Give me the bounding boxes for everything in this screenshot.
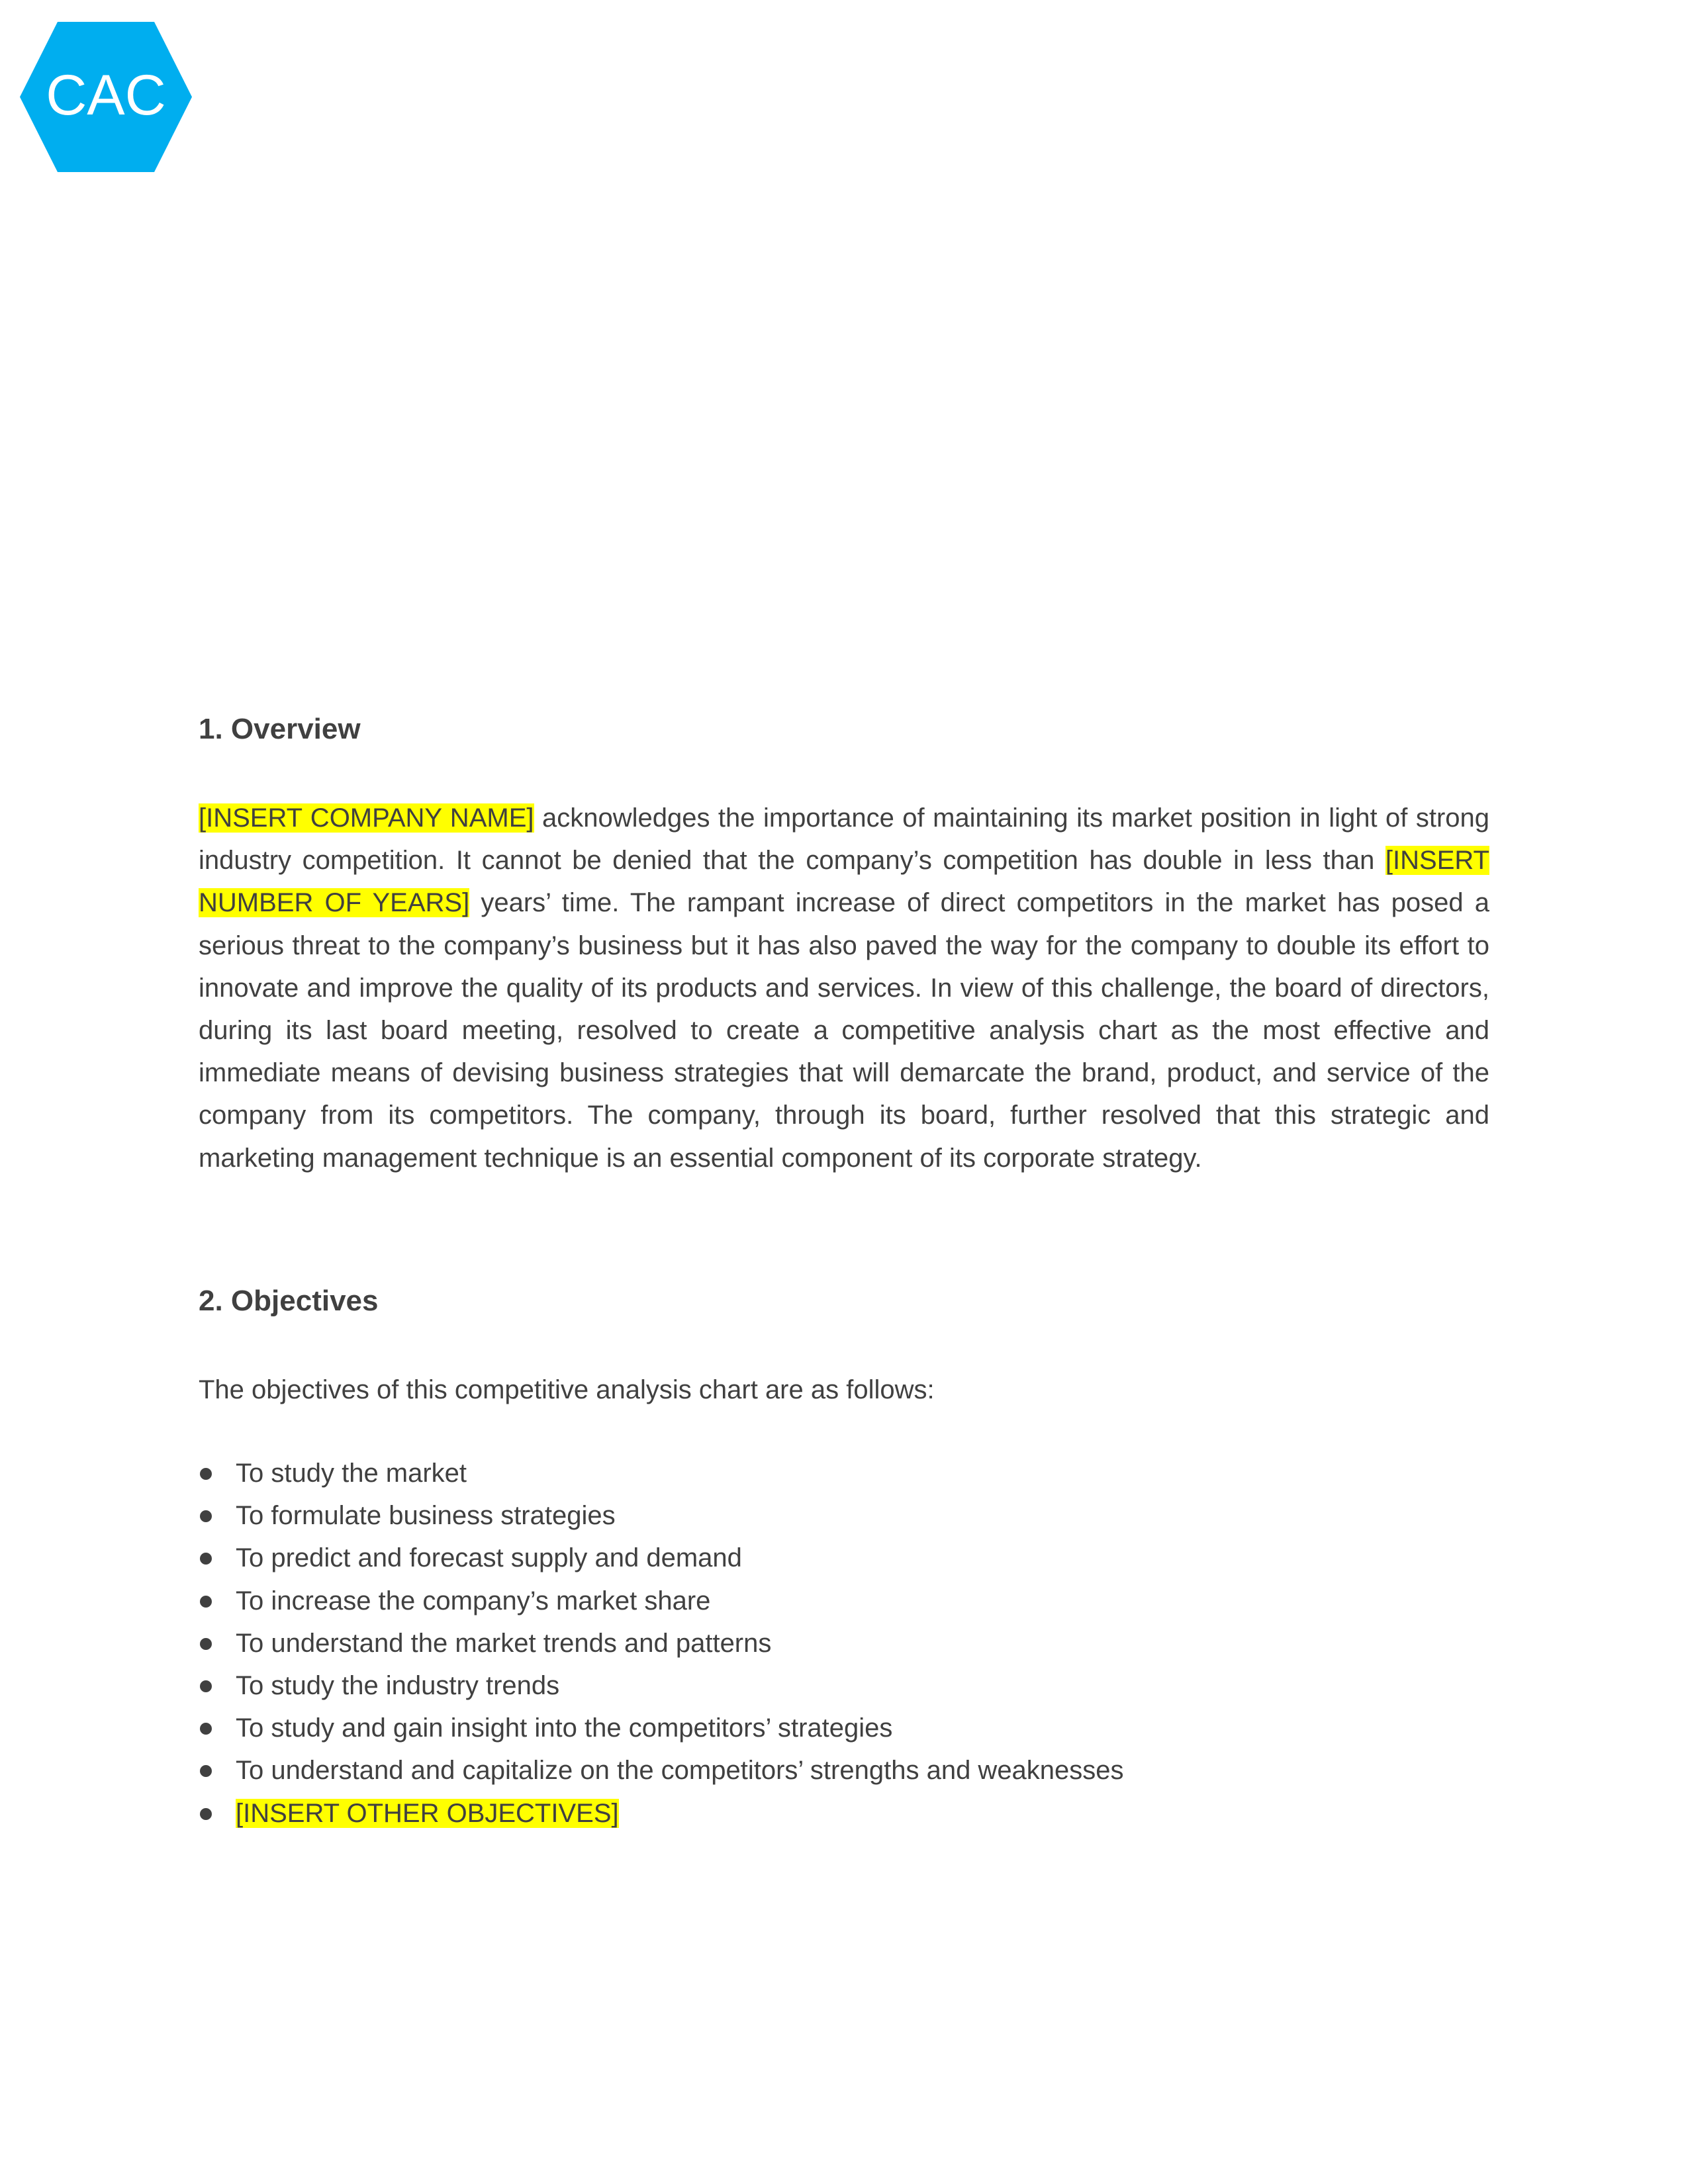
list-item-text: To study the industry trends <box>236 1671 560 1701</box>
bullet-icon <box>200 1553 212 1565</box>
bullet-icon <box>200 1468 212 1480</box>
document-body <box>199 708 1489 1835</box>
list-item <box>199 1749 1489 1792</box>
list-item <box>199 1537 1489 1579</box>
list-item-text: To study and gain insight into the competitors’ strategies <box>236 1713 893 1743</box>
other-objectives-placeholder: [INSERT OTHER OBJECTIVES] <box>236 1798 619 1828</box>
list-item-text: To formulate business strategies <box>236 1501 616 1531</box>
overview-heading: 1. Overview <box>199 713 361 745</box>
list-item <box>199 1622 1489 1664</box>
list-item <box>199 1494 1489 1537</box>
bullet-icon <box>200 1680 212 1692</box>
overview-paragraph <box>199 797 1489 1179</box>
list-item-text: To predict and forecast supply and demand <box>236 1543 742 1573</box>
hexagon-logo-icon <box>20 22 192 172</box>
objectives-list <box>199 1452 1489 1835</box>
bullet-icon <box>200 1808 212 1820</box>
list-item-text: To study the market <box>236 1459 467 1488</box>
bullet-icon <box>200 1638 212 1650</box>
objectives-intro: The objectives of this competitive analysis chart are as follows: <box>199 1375 935 1404</box>
list-item-placeholder <box>199 1792 1489 1835</box>
bullet-icon <box>200 1765 212 1777</box>
bullet-icon <box>200 1596 212 1608</box>
bullet-icon <box>200 1723 212 1735</box>
overview-text-part-1: acknowledges the importance of maintaining its market position in light of strong industry competition. It cannot be denied that the company’s competition has double in less than <box>199 803 1490 876</box>
logo-text: CAC <box>46 64 166 127</box>
list-item <box>199 1707 1489 1749</box>
overview-text-part-2: years’ time. The rampant increase of direct competitors in the market has posed a serious threat to the company’s business but it has also paved the way for the company to double its effort to innovate and improve the quality of its products and services. In view of this challenge, the board of directors, during its last board meeting, resolved to create a competitive analysis chart as the most effective and immediate means of devising business strategies that will demarcate the brand, product, and service of the company from its competitors. The company, through its board, further resolved that this strategic and marketing management technique is an essential component of its corporate strategy. <box>199 888 1490 1173</box>
number-of-years-placeholder: [INSERT NUMBER OF YEARS] <box>199 846 1489 918</box>
bullet-icon <box>200 1510 212 1522</box>
list-item-text: To increase the company’s market share <box>236 1586 711 1615</box>
list-item <box>199 1664 1489 1707</box>
objectives-heading: 2. Objectives <box>199 1284 379 1317</box>
company-name-placeholder: [INSERT COMPANY NAME] <box>199 803 534 833</box>
list-item <box>199 1452 1489 1494</box>
list-item-text: To understand and capitalize on the competitors’ strengths and weaknesses <box>236 1756 1124 1786</box>
list-item <box>199 1580 1489 1622</box>
list-item-text: To understand the market trends and patterns <box>236 1628 772 1658</box>
cac-logo <box>20 22 192 172</box>
